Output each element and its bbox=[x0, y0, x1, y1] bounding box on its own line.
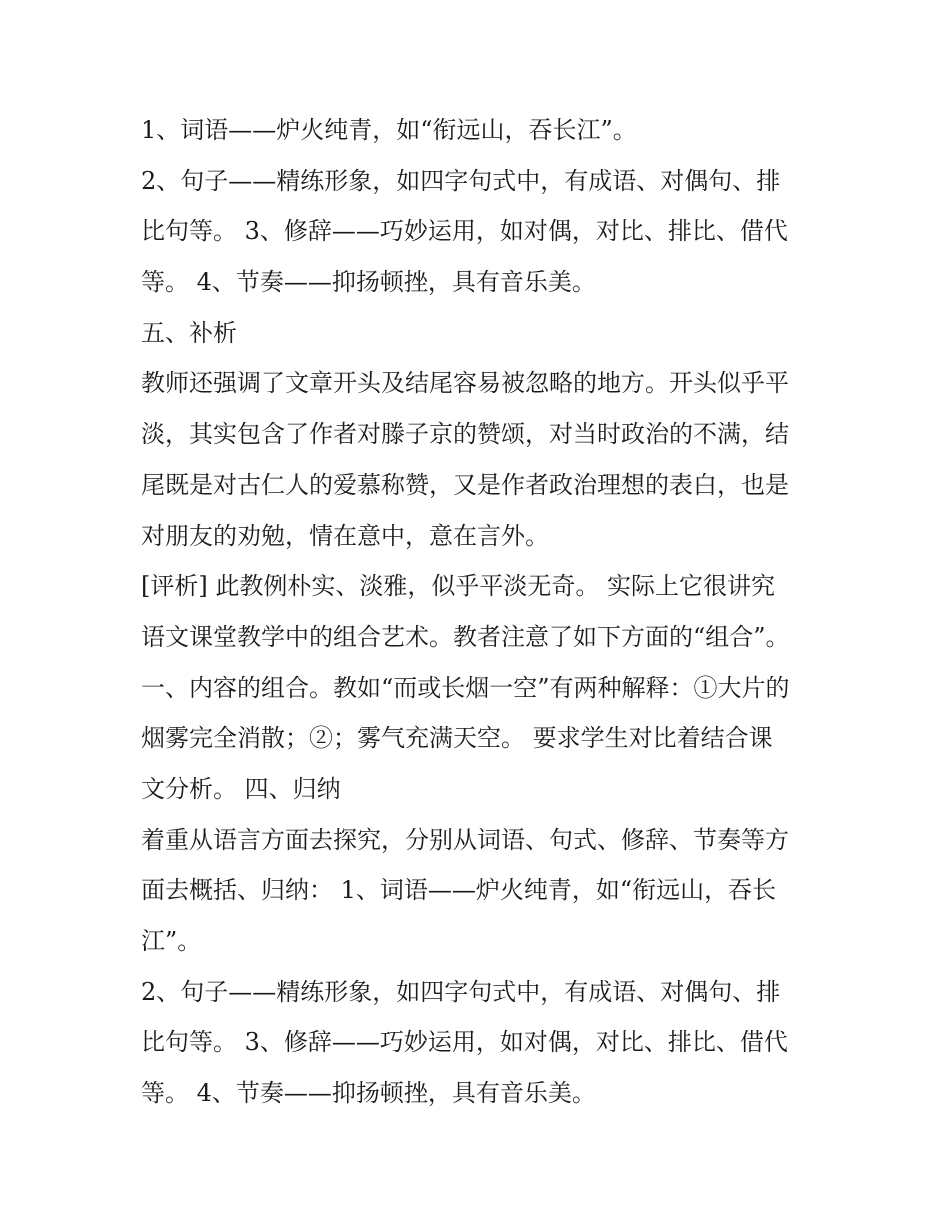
text-line: 尾既是对古仁人的爱慕称赞，又是作者政治理想的表白，也是 bbox=[141, 470, 789, 499]
text-line: 比句等。 3、修辞——巧妙运用，如对偶，对比、排比、借代 bbox=[141, 1028, 788, 1057]
text-line: 2、句子——精练形象，如四字句式中，有成语、对偶句、排 bbox=[141, 977, 781, 1006]
text-line: 等。 4、节奏——抑扬顿挫，具有音乐美。 bbox=[141, 1079, 596, 1108]
text-line: 烟雾完全消散；②；雾气充满天空。 要求学生对比着结合课 bbox=[141, 724, 773, 753]
text-line: [评析] 此教例朴实、淡雅，似乎平淡无奇。 实际上它很讲究 bbox=[141, 572, 775, 601]
text-line: 一、内容的组合。教如“而或长烟一空”有两种解释：①大片的 bbox=[141, 673, 790, 702]
text-line: 江”。 bbox=[141, 927, 202, 955]
text-line: 淡，其实包含了作者对滕子京的赞颂，对当时政治的不满，结 bbox=[141, 420, 789, 449]
text-line: 教师还强调了文章开头及结尾容易被忽略的地方。开头似乎平 bbox=[141, 369, 789, 398]
text-line: 语文课堂教学中的组合艺术。教者注意了如下方面的“组合”。 bbox=[141, 622, 790, 651]
text-line: 2、句子——精练形象，如四字句式中，有成语、对偶句、排 bbox=[141, 166, 781, 195]
text-line: 文分析。 四、归纳 bbox=[141, 774, 341, 803]
section-heading: 五、补析 bbox=[141, 318, 237, 347]
text-line: 1、词语——炉火纯青，如“衔远山，吞长江”。 bbox=[141, 116, 637, 144]
text-line: 面去概括、归纳： 1、词语——炉火纯青，如“衔远山，吞长 bbox=[141, 876, 777, 905]
text-line: 着重从语言方面去探究，分别从词语、句式、修辞、节奏等方 bbox=[141, 825, 789, 854]
document-body bbox=[141, 105, 821, 1119]
text-line: 比句等。 3、修辞——巧妙运用，如对偶，对比、排比、借代 bbox=[141, 217, 788, 246]
text-line: 对朋友的劝勉，情在意中，意在言外。 bbox=[141, 521, 549, 550]
text-line: 等。 4、节奏——抑扬顿挫，具有音乐美。 bbox=[141, 268, 596, 297]
